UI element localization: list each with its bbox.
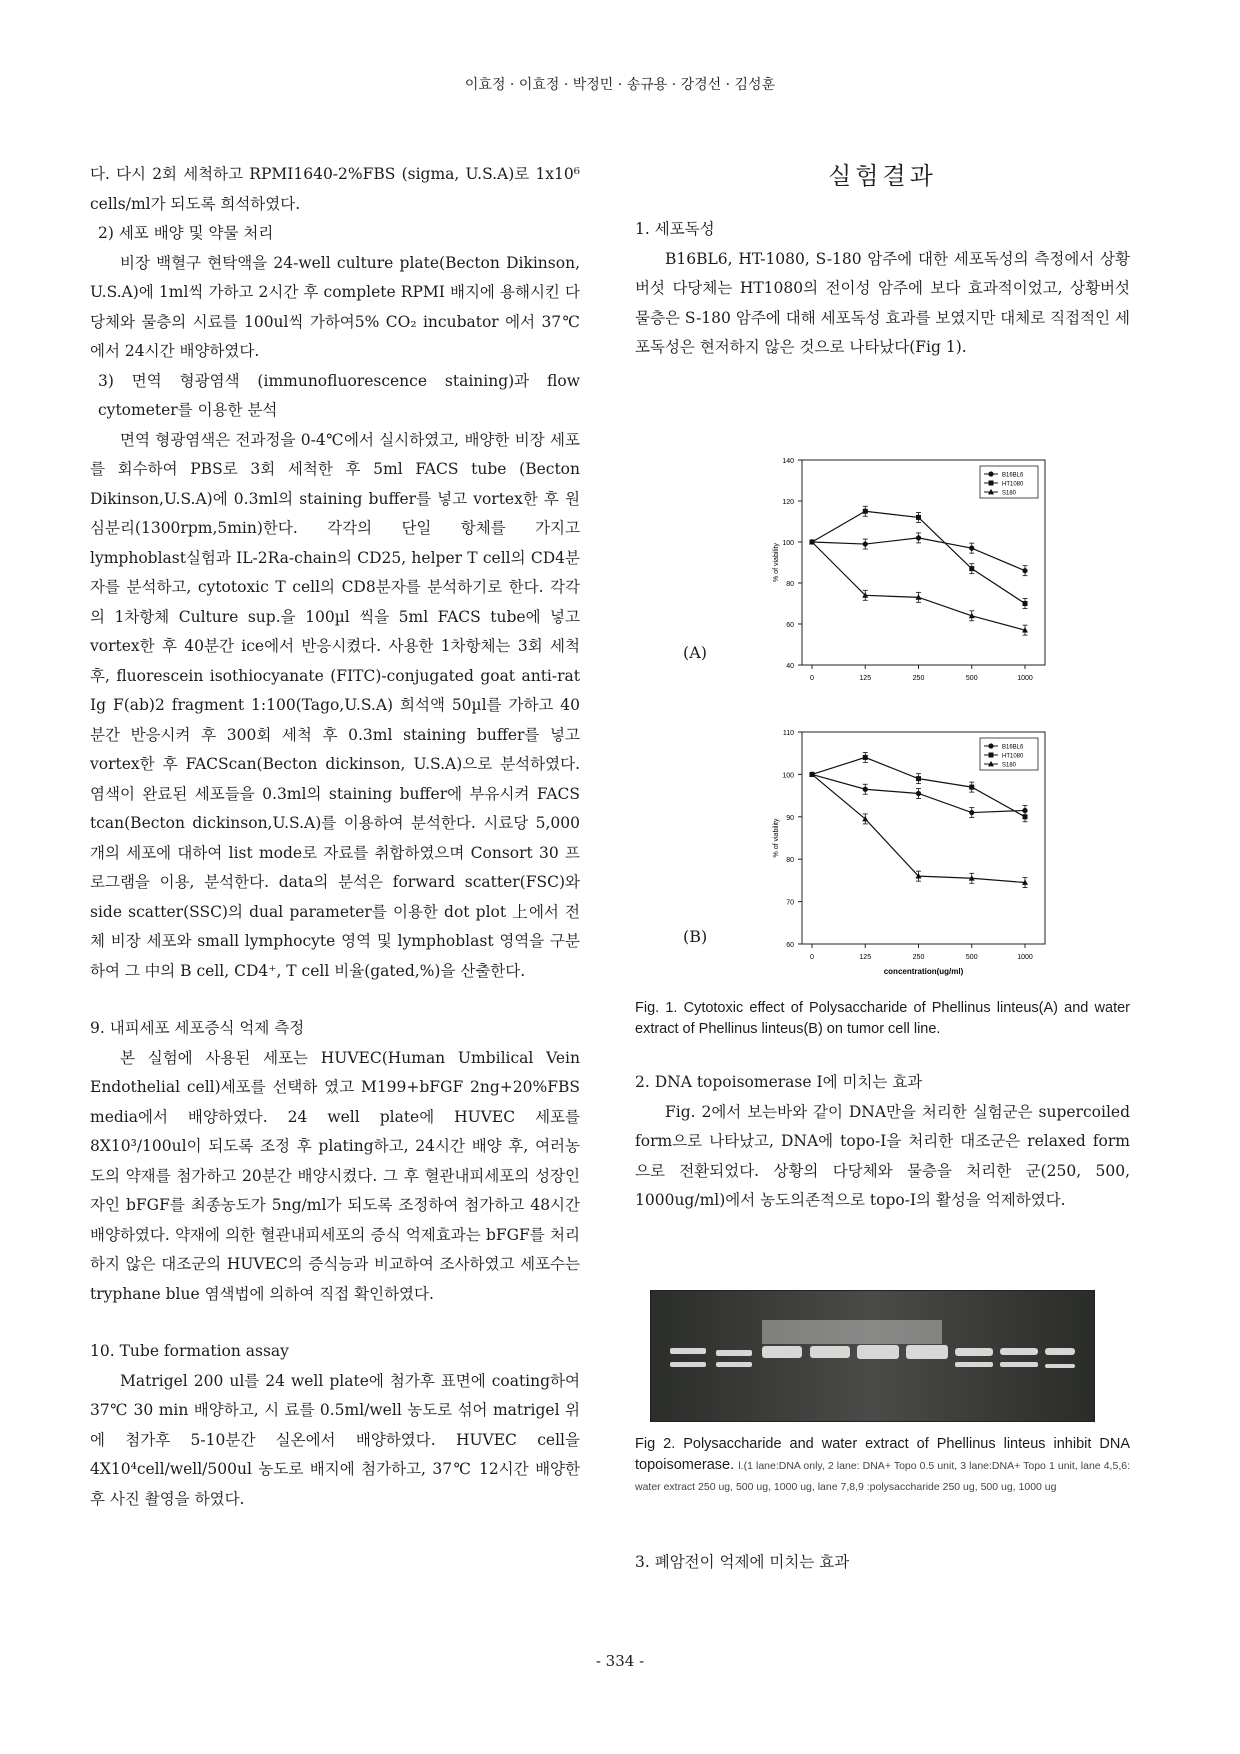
paragraph: 다. 다시 2회 세척하고 RPMI1640-2%FBS (sigma, U.S.A)로 1x10⁶ cells/ml가 되도록 희석하였다. bbox=[90, 165, 580, 213]
y-tick-label: 80 bbox=[786, 857, 794, 865]
y-tick-label: 140 bbox=[782, 458, 794, 465]
data-point bbox=[863, 755, 868, 760]
y-tick-label: 70 bbox=[786, 899, 794, 907]
x-tick-label: 125 bbox=[859, 954, 872, 961]
section-heading: 2) 세포 배양 및 약물 처리 bbox=[98, 224, 274, 242]
data-point bbox=[916, 535, 921, 540]
legend-marker bbox=[989, 481, 994, 486]
chart-b bbox=[720, 722, 1060, 987]
section-heading: 3. 폐암전이 억제에 미치는 효과 bbox=[635, 1553, 850, 1571]
panel-label-a: (A) bbox=[683, 643, 708, 662]
data-point bbox=[1023, 601, 1028, 606]
legend-marker bbox=[988, 471, 993, 476]
x-tick-label: 250 bbox=[912, 954, 925, 961]
paragraph: 면역 형광염색은 전과정을 0-4℃에서 실시하였고, 배양한 비장 세포를 회수하여 PBS로 3회 세척한 후 5ml FACS tube (Becton Dikinson,U.S.A)에 0.3ml의 staining buffer를 넣고 vortex한 후 원심분리(1300rpm,5min)한다. 각각의 단일 항체를 가지고 lymphoblast실험과 IL-2Ra-chain의 CD25, helper T cell의 CD4분자를 분석하고, cytotoxic T cell의 CD8분자를 분석하기로 한다. 각각의 1차항체 Culture sup.을 100µl 씩을 5ml FACS tube에 넣고 vortex한 후 40분간 ice에서 반응시켰다. 사용한 1차항체는 3회 세척 후, fluorescein isothiocyanate (FITC)-conjugated goat anti-rat Ig F(ab)2 fragment 1:100(Tago,U.S.A) 희석액 50µl를 가하고 40분간 반응시켜 후 300회 세척 후 0.3ml staining buffer를 넣고 vortex한 후 FACScan(Becton dickinson, U.S.A)으로 분석하였다. 염색이 완료된 세포들을 0.3ml의 staining buffer에 부유시켜 FACS tcan(Becton dickinson,U.S.A)를 이용하여 분석한다. 시료당 5,000개의 세포에 대하여 list mode로 자료를 취합하였으며 Consort 30 프로그램을 이용, 분석한다. data의 분석은 forward scatter(FSC)와 side scatter(SSC)의 dual parameter를 이용한 dot plot 上에서 전체 비장 세포와 small lymphocyte 영역 및 lymphoblast 영역을 구분하여 그 中의 B cell, CD4⁺, T cell 비율(gated,%)을 산출한다. bbox=[90, 430, 581, 980]
x-tick-label: 250 bbox=[912, 675, 925, 680]
section-heading: 3) 면역 형광염색 (immunofluorescence staining)과 flow cytometer를 이용한 분석 bbox=[98, 371, 580, 419]
section-heading: 2. DNA topoisomerase I에 미치는 효과 bbox=[635, 1073, 923, 1091]
paragraph: 본 실험에 사용된 세포는 HUVEC(Human Umbilical Vein Endothelial cell)세포를 선택하 였고 M199+bFGF 2ng+20%FBS media에서 배양하였다. 24 well plate에 HUVEC 세포를 8X10³/100ul이 되도록 조정 후 plating하고, 24시간 배양 후, 여러농도의 약재를 첨가하고 20분간 배양시켰다. 그 후 혈관내피세포의 성장인자인 bFGF를 최종농도가 5ng/ml가 되도록 조정하여 첨가하고 48시간 배양하였다. 약재에 의한 혈관내피세포의 증식 억제효과는 bFGF를 처리하지 않은 대조군의 HUVEC의 증식능과 비교하여 조사하였고 세포수는 tryphane blue 염색법에 의하여 직접 확인하였다. bbox=[90, 1048, 580, 1303]
right-column bbox=[635, 150, 1130, 363]
figure-2-caption-title: Fig 2. Polysaccharide and water extract of Phellinus linteus inhibit DNA topoisomerase. bbox=[635, 1436, 1130, 1473]
legend-label: B16BL6 bbox=[1002, 472, 1024, 479]
data-point bbox=[916, 515, 921, 520]
x-tick-label: 500 bbox=[965, 954, 978, 961]
left-column bbox=[90, 160, 580, 1514]
legend-label: S180 bbox=[1002, 762, 1017, 769]
page-header: 이효정 · 이효정 · 박정민 · 송규용 · 강경선 · 김성훈 bbox=[464, 77, 776, 93]
paragraph: Fig. 2에서 보는바와 같이 DNA만을 처리한 실험군은 supercoiled form으로 나타났고, DNA에 topo-I을 처리한 대조군은 relaxed form으로 전환되었다. 상황의 다당체와 물층을 처리한 군(250, 500, 1000ug/ml)에서 농도의존적으로 topo-I의 활성을 억제하였다. bbox=[635, 1102, 1130, 1209]
y-tick-label: 90 bbox=[786, 814, 794, 822]
y-tick-label: 100 bbox=[782, 540, 794, 547]
data-point bbox=[916, 776, 921, 781]
y-tick-label: 80 bbox=[786, 581, 794, 588]
paragraph: Matrigel 200 ul를 24 well plate에 첨가후 표면에 coating하여 37℃ 30 min 배양하고, 시 료를 0.5ml/well 농도로 섞어 matrigel 위에 첨가후 5-10분간 실온에서 배양하였다. HUVEC cell을 4X10⁴cell/well/500ul 농도로 배지에 첨가하고, 37℃ 12시간 배양한 후 사진 촬영을 하였다. bbox=[90, 1371, 580, 1508]
legend-marker bbox=[988, 743, 993, 748]
section-heading: 1. 세포독성 bbox=[635, 220, 715, 238]
y-axis-label: % of viability bbox=[773, 818, 780, 858]
x-tick-label: 0 bbox=[810, 954, 814, 961]
legend-label: S180 bbox=[1002, 490, 1017, 497]
figure-1-caption-block bbox=[635, 998, 1130, 1040]
figure-1-caption: Fig. 1. Cytotoxic effect of Polysaccharide of Phellinus linteus(A) and water extract of Phellinus linteus(B) on tumor cell line. bbox=[635, 1000, 1130, 1037]
x-axis-label: concentration(ug/ml) bbox=[883, 967, 964, 976]
results-title: 실험결과 bbox=[828, 162, 937, 190]
panel-label-b: (B) bbox=[683, 927, 708, 946]
data-point bbox=[969, 546, 974, 551]
y-axis-label: % of viability bbox=[773, 543, 780, 582]
data-point bbox=[1022, 568, 1027, 573]
y-tick-label: 110 bbox=[782, 730, 794, 737]
data-point bbox=[969, 566, 974, 571]
chart-a bbox=[720, 450, 1060, 680]
legend-label: HT1080 bbox=[1002, 753, 1024, 760]
x-tick-label: 1000 bbox=[1017, 675, 1033, 680]
legend-label: HT1080 bbox=[1002, 481, 1024, 488]
data-point bbox=[863, 787, 868, 792]
y-tick-label: 120 bbox=[782, 499, 794, 506]
x-tick-label: 0 bbox=[810, 675, 814, 680]
data-point bbox=[863, 541, 868, 546]
page-number: - 334 - bbox=[595, 1652, 645, 1670]
figure-2-caption-block bbox=[635, 1434, 1130, 1497]
data-point bbox=[1023, 814, 1028, 819]
x-tick-label: 1000 bbox=[1017, 954, 1033, 961]
data-point bbox=[863, 509, 868, 514]
x-tick-label: 125 bbox=[859, 675, 872, 680]
series-line bbox=[812, 542, 1025, 630]
paragraph: B16BL6, HT-1080, S-180 암주에 대한 세포독성의 측정에서 상황버섯 다당체는 HT1080의 전이성 암주에 보다 효과적이었고, 상황버섯 물층은 S-180 암주에 대해 세포독성 효과를 보였지만 대체로 직접적인 세포독성은 현저하지 않은 것으로 나타났다(Fig 1). bbox=[635, 249, 1130, 356]
data-point bbox=[969, 810, 974, 815]
y-tick-label: 40 bbox=[786, 663, 794, 670]
gel-electrophoresis-image bbox=[650, 1290, 1095, 1422]
data-point bbox=[969, 785, 974, 790]
figure-2-caption bbox=[635, 1434, 1130, 1497]
legend-label: B16BL6 bbox=[1002, 744, 1024, 751]
data-point bbox=[916, 791, 921, 796]
y-tick-label: 100 bbox=[782, 772, 794, 780]
section-heading: 9. 내피세포 세포증식 억제 측정 bbox=[90, 1019, 305, 1037]
x-tick-label: 500 bbox=[965, 675, 978, 680]
section-heading: 10. Tube formation assay bbox=[90, 1342, 289, 1360]
y-tick-label: 60 bbox=[786, 622, 794, 629]
figure-2-caption-lanes: l.(1 lane:DNA only, 2 lane: DNA+ Topo 0.5 unit, 3 lane:DNA+ Topo 1 unit, lane 4,5,6: water extract 250 ug, 500 ug, 1000 ug, lane 7,8,9 :polysaccharide 250 ug, 500 ug, 1000 ug bbox=[635, 1460, 1130, 1493]
section-2-block bbox=[635, 1068, 1130, 1216]
paragraph: 비장 백혈구 현탁액을 24-well culture plate(Becton Dikinson, U.S.A)에 1ml씩 가하고 2시간 후 complete RPMI 배지에 용해시킨 다당체와 물층의 시료를 100ul씩 가하여5% CO₂ incubator 에서 37℃ 에서 24시간 배양하였다. bbox=[90, 253, 580, 360]
legend-marker bbox=[989, 753, 994, 758]
y-tick-label: 60 bbox=[786, 942, 794, 949]
